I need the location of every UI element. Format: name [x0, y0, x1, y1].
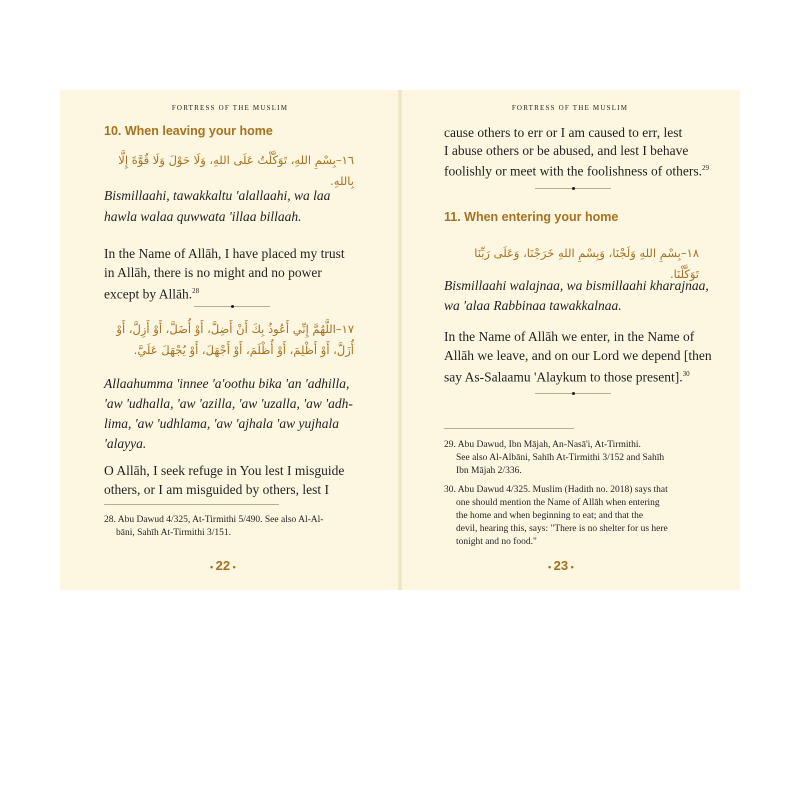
arabic-supplication: ١٨–بِسْمِ اللهِ وَلَجْنَا، وَبِسْمِ اللهِ خَرَجْنَا، وَعَلَى رَبِّنَا تَوَكَّلْنَا.	[474, 246, 699, 281]
footnote-line: the home and when beginning to eat; and that the	[456, 511, 644, 521]
transliteration-line: 'alayya.	[104, 436, 147, 451]
transliteration-line: wa 'alaa Rabbinaa tawakkalnaa.	[444, 298, 622, 313]
translation-text: say As-Salaamu 'Alaykum to those present].	[444, 369, 683, 385]
divider-dot	[572, 187, 575, 190]
footnote-ref: 29	[701, 164, 709, 172]
footnote-ref: 30	[682, 370, 690, 378]
continued-text-line: I abuse others or be abused, and lest I behave	[444, 143, 689, 158]
transliteration-line: Bismillaahi, tawakkaltu 'alallaahi, wa laa	[104, 188, 331, 203]
book-spread	[60, 90, 740, 590]
page-number-bullet: •	[568, 562, 574, 572]
right-page	[400, 90, 740, 590]
footnote-line: bāni, Sahīh At-Tirmithi 3/151.	[116, 528, 231, 538]
translation-line: In the Name of Allāh we enter, in the Name of	[444, 329, 695, 344]
transliteration-line: 'aw 'udhalla, 'aw 'azilla, 'aw 'uzalla, 'aw 'adh-	[104, 396, 353, 411]
arabic-supplication-line: أُزَلَّ، أَوْ أَظْلِمَ، أَوْ أُظْلَمَ، أَوْ أَجْهَلَ، أَوْ يُجْهَلَ عَلَيَّ.	[133, 343, 354, 357]
footnote-line: Ibn Mājah 2/336.	[456, 466, 522, 476]
section-heading: 11. When entering your home	[444, 210, 619, 224]
footnote-line: See also Al-Albāni, Sahīh At-Tirmithi 3/152 and Sahīh	[456, 453, 665, 463]
footnote-line: devil, hearing this, says: "There is no shelter for us here	[456, 524, 668, 534]
divider-dot	[572, 392, 575, 395]
translation-line: Allāh we leave, and on our Lord we depend [then	[444, 348, 712, 363]
page-number-bullet: •	[230, 562, 236, 572]
section-divider	[535, 393, 611, 394]
page-number	[210, 558, 236, 573]
page-number-value: 23	[553, 558, 569, 573]
transliteration-line: hawla walaa quwwata 'illaa billaah.	[104, 209, 302, 224]
transliteration-line: Allaahumma 'innee 'a'oothu bika 'an 'adhilla,	[104, 376, 350, 391]
footnote-line: 30. Abu Dawud 4/325. Muslim (Hadith no. 2018) says that	[444, 485, 668, 495]
page-number	[548, 558, 574, 573]
transliteration-line: Bismillaahi walajnaa, wa bismillaahi kharajnaa,	[444, 278, 709, 293]
left-page	[60, 90, 400, 590]
section-divider	[535, 188, 611, 189]
footnote-line: 29. Abu Dawud, Ibn Mājah, An-Nasā'i, At-Tirmithi.	[444, 440, 641, 450]
footnote-line: one should mention the Name of Allāh when entering	[456, 498, 660, 508]
page-number-bullet: •	[210, 562, 216, 572]
footnote-rule	[444, 428, 574, 429]
footnote-line: tonight and no food."	[456, 537, 537, 547]
arabic-supplication-line: ١٧–اللَّهُمَّ إِنِّي أَعُوذُ بِكَ أَنْ أَضِلَّ، أَوْ أُضَلَّ، أَوْ أَزِلَّ، أَوْ	[116, 322, 354, 336]
translation-line	[444, 366, 690, 386]
continued-text-line	[444, 160, 709, 180]
divider-dot	[231, 305, 234, 308]
page-number-bullet: •	[548, 562, 554, 572]
running-head: FORTRESS OF THE MUSLIM	[511, 104, 629, 112]
footnote-ref: 28	[192, 287, 200, 295]
continued-text: foolishly or meet with the foolishness of others.	[444, 163, 702, 179]
translation-line: In the Name of Allāh, I have placed my trust	[104, 246, 345, 261]
translation-line: in Allāh, there is no might and no power	[104, 265, 322, 280]
transliteration-line: lima, 'aw 'udhlama, 'aw 'ajhala 'aw yujhala	[104, 416, 339, 431]
translation-line: O Allāh, I seek refuge in You lest I misguide	[104, 463, 345, 478]
running-head: FORTRESS OF THE MUSLIM	[171, 104, 289, 112]
footnote-line: 28. Abu Dawud 4/325, At-Tirmithi 5/490. See also Al-Al-	[104, 515, 324, 525]
page-number-value: 22	[215, 558, 231, 573]
section-heading: 10. When leaving your home	[104, 124, 273, 138]
translation-line: others, or I am misguided by others, lest I	[104, 482, 329, 497]
section-divider	[194, 306, 270, 307]
footnote-rule	[104, 504, 279, 505]
translation-line	[104, 283, 199, 303]
arabic-supplication: ١٦–بِسْمِ اللهِ، تَوَكَّلْتُ عَلَى اللهِ، وَلَا حَوْلَ وَلَا قُوَّةَ إِلَّا بِاللهِ.	[118, 153, 354, 188]
continued-text-line: cause others to err or I am caused to err, lest	[444, 125, 683, 140]
translation-text: except by Allāh.	[104, 286, 193, 302]
